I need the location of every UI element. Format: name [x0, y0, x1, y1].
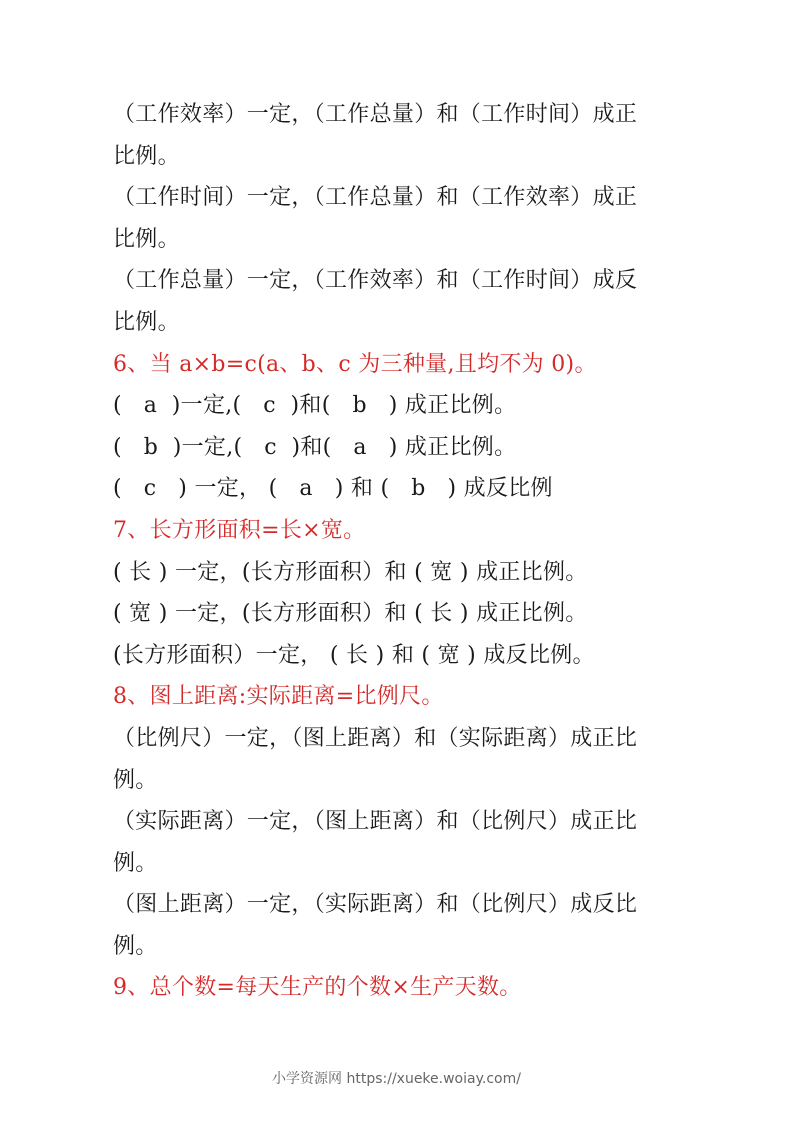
text-line: 例。: [113, 850, 158, 876]
text-line: 例。: [113, 933, 158, 959]
text-line: ( a )一定,( c )和( b ) 成正比例。: [113, 393, 517, 419]
footer-watermark: 小学资源网 https://xueke.woiay.com/: [272, 1071, 521, 1087]
section-heading-9: 9、总个数=每天生产的个数×生产天数。: [113, 975, 522, 1001]
section-heading-8: 8、图上距离:实际距离=比例尺。: [113, 684, 444, 710]
text-line: 比例。: [113, 143, 180, 169]
text-line: ( c ) 一定， ( a ) 和 ( b ) 成反比例: [113, 476, 553, 502]
text-line: 例。: [113, 767, 158, 793]
text-line: ( b )一定,( c )和( a ) 成正比例。: [113, 434, 517, 460]
text-line: （工作总量）一定，（工作效率）和（工作时间）成反: [113, 268, 638, 294]
section-heading-6: 6、当 a×b=c(a、b、c 为三种量,且均不为 0)。: [113, 351, 597, 377]
text-line: （实际距离）一定，（图上距离）和（比例尺）成正比: [113, 809, 638, 835]
text-line: ( 宽 ) 一定，(长方形面积）和 ( 长 ) 成正比例。: [113, 601, 588, 627]
section-heading-7: 7、长方形面积=长×宽。: [113, 517, 366, 543]
text-line: 比例。: [113, 309, 180, 335]
document-page: [113, 94, 688, 1009]
text-line: （工作效率）一定，（工作总量）和（工作时间）成正: [113, 102, 638, 127]
text-line: （比例尺）一定，（图上距离）和（实际距离）成正比: [113, 725, 638, 751]
text-line: （图上距离）一定，（实际距离）和（比例尺）成反比: [113, 892, 638, 918]
text-line: （工作时间）一定，（工作总量）和（工作效率）成正: [113, 185, 638, 211]
text-line: ( 长 ) 一定，(长方形面积）和 ( 宽 ) 成正比例。: [113, 559, 588, 585]
text-line: (长方形面积）一定， ( 长 ) 和 ( 宽 ) 成反比例。: [113, 642, 595, 668]
text-line: 比例。: [113, 226, 180, 252]
